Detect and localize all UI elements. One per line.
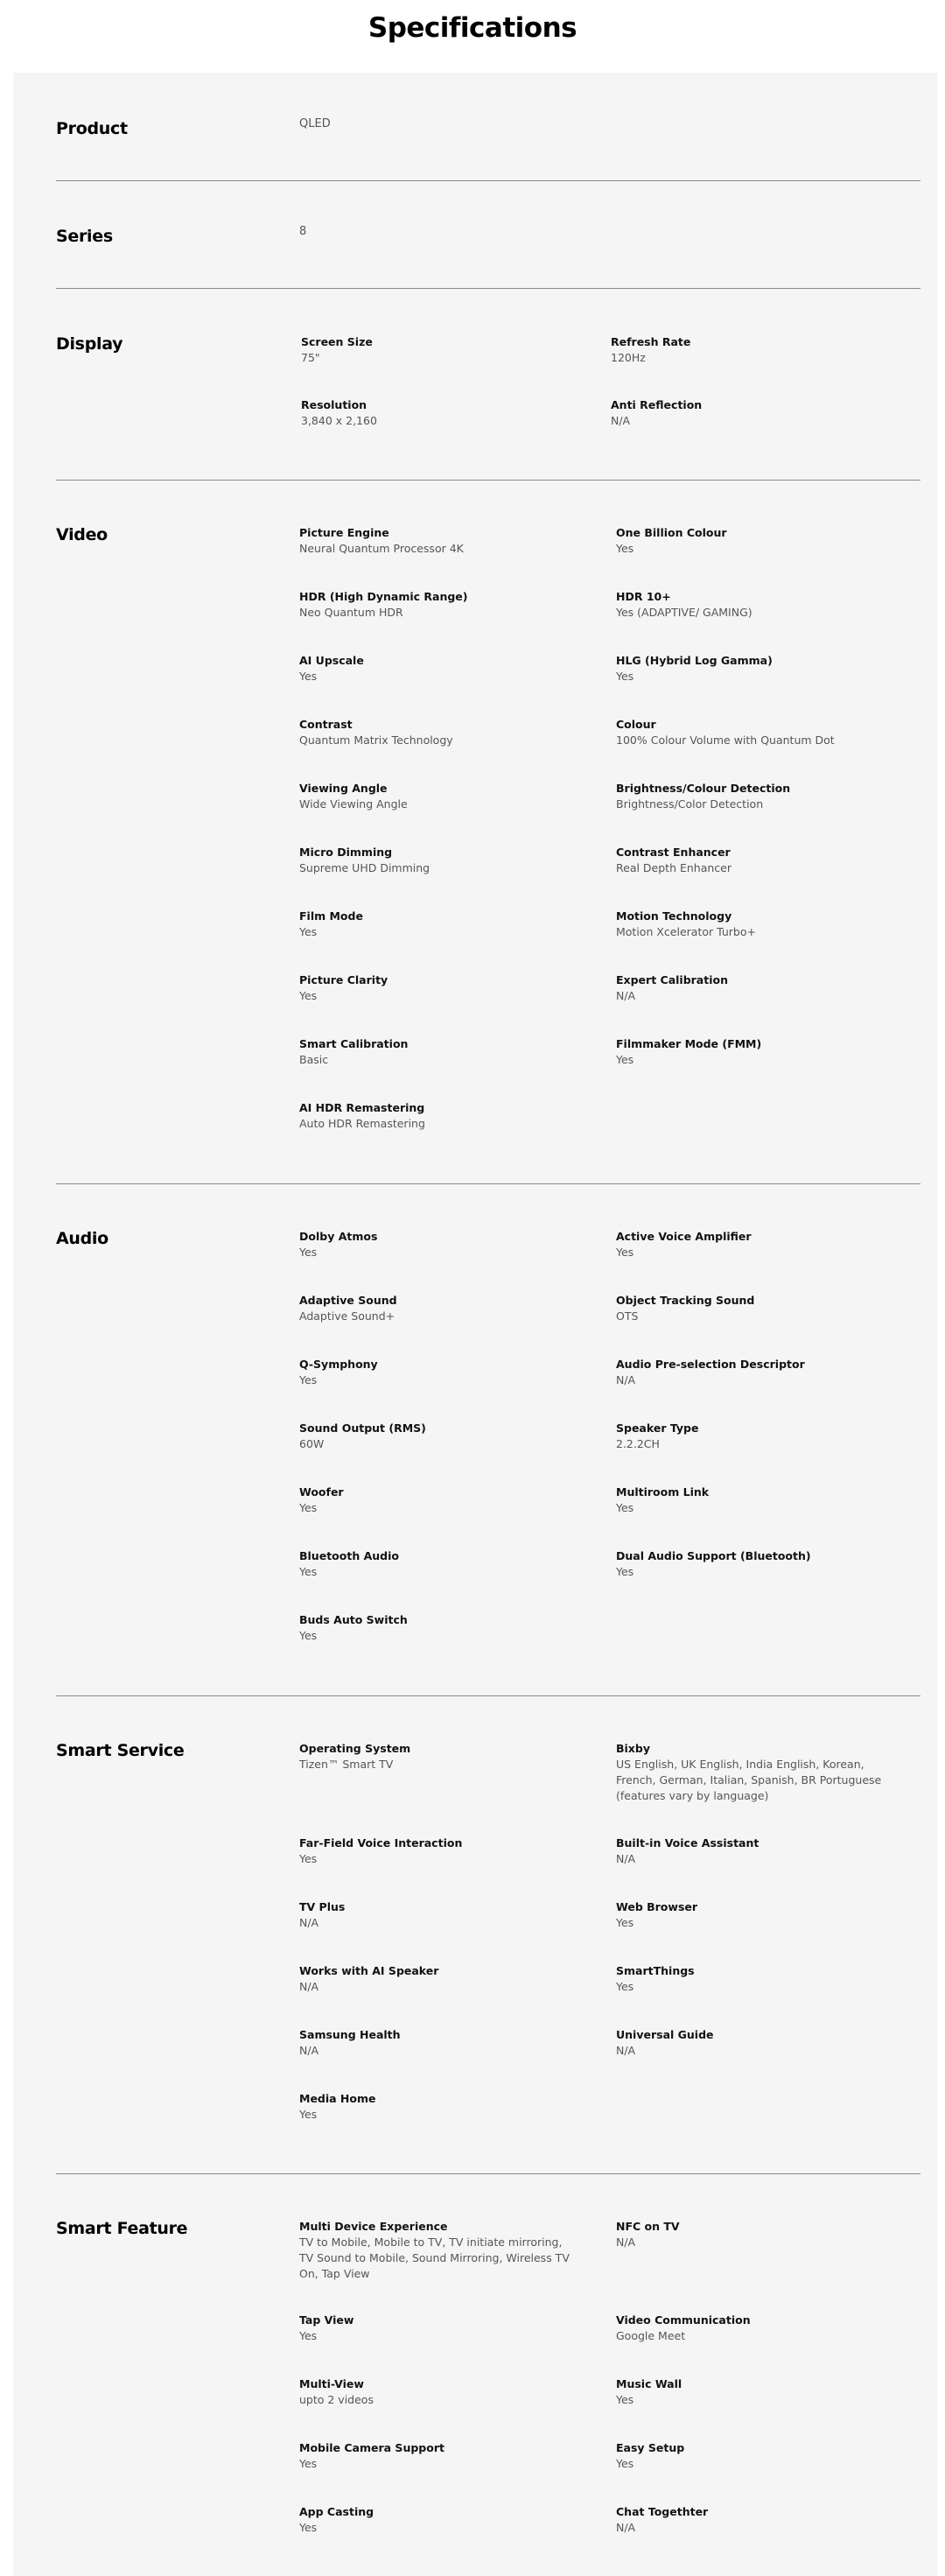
spec-anti-reflection xyxy=(611,397,891,429)
spec-item xyxy=(299,1293,579,1324)
section-title: Audio xyxy=(56,1229,108,1248)
spec-value: Yes xyxy=(616,670,634,683)
spec-value: 75" xyxy=(301,351,320,364)
spec-label: Web Browser xyxy=(616,1900,698,1913)
spec-item xyxy=(299,2091,579,2123)
spec-value: Yes xyxy=(299,2108,318,2121)
spec-value: Motion Xcelerator Turbo+ xyxy=(616,925,756,938)
spec-label: Easy Setup xyxy=(616,2441,685,2454)
spec-value: Yes xyxy=(616,1501,634,1514)
spec-item xyxy=(616,1963,896,1995)
spec-label: NFC on TV xyxy=(616,2220,680,2233)
spec-label: Colour xyxy=(616,718,656,731)
spec-value: TV to Mobile, Mobile to TV, TV initiate mirroring, TV Sound to Mobile, Sound Mirroring, Wireless TV On, Tap View xyxy=(299,2236,570,2280)
spec-item xyxy=(616,2027,896,2059)
spec-value: N/A xyxy=(616,2236,636,2249)
spec-item xyxy=(299,589,579,621)
spec-value: Yes xyxy=(299,989,318,1002)
spec-value: Neural Quantum Processor 4K xyxy=(299,542,464,555)
divider xyxy=(56,2173,920,2174)
spec-item xyxy=(616,1421,896,1452)
spec-value: 3,840 x 2,160 xyxy=(301,414,377,427)
spec-item xyxy=(616,1835,896,1867)
spec-item xyxy=(299,2027,579,2059)
spec-item xyxy=(299,1899,579,1931)
spec-value: 60W xyxy=(299,1437,325,1450)
spec-label: HDR 10+ xyxy=(616,590,671,603)
spec-item xyxy=(299,2376,579,2408)
spec-item xyxy=(616,845,896,876)
spec-label: Universal Guide xyxy=(616,2028,714,2041)
spec-label: Tap View xyxy=(299,2313,354,2327)
spec-label: Film Mode xyxy=(299,909,363,923)
spec-item xyxy=(616,781,896,812)
spec-label: Multi-View xyxy=(299,2377,364,2390)
spec-label: Picture Engine xyxy=(299,526,389,539)
spec-label: Buds Auto Switch xyxy=(299,1613,408,1626)
spec-item xyxy=(299,1835,579,1867)
spec-item xyxy=(299,1612,579,1644)
spec-label: Audio Pre-selection Descriptor xyxy=(616,1358,805,1371)
spec-label: Woofer xyxy=(299,1485,344,1499)
spec-label: Resolution xyxy=(301,398,368,411)
spec-label: Samsung Health xyxy=(299,2028,401,2041)
spec-label: One Billion Colour xyxy=(616,526,727,539)
spec-value: Supreme UHD Dimming xyxy=(299,861,430,874)
spec-value: Yes xyxy=(616,1980,634,1993)
spec-item xyxy=(616,909,896,940)
spec-value: Tizen™ Smart TV xyxy=(299,1758,394,1771)
spec-value: N/A xyxy=(299,1916,319,1929)
spec-item xyxy=(616,2313,896,2344)
spec-label: Sound Output (RMS) xyxy=(299,1421,426,1435)
spec-item xyxy=(299,1036,579,1068)
spec-label: Brightness/Colour Detection xyxy=(616,782,791,795)
spec-label: Picture Clarity xyxy=(299,973,388,986)
spec-value: Yes xyxy=(299,1373,318,1386)
spec-label: Built-in Voice Assistant xyxy=(616,1836,760,1850)
spec-value: Yes xyxy=(299,1501,318,1514)
spec-label: Chat Togethter xyxy=(616,2505,709,2518)
spec-label: Viewing Angle xyxy=(299,782,388,795)
spec-value: upto 2 videos xyxy=(299,2393,374,2406)
spec-label: TV Plus xyxy=(299,1900,346,1913)
spec-value: N/A xyxy=(611,414,631,427)
spec-item xyxy=(299,909,579,940)
spec-item xyxy=(616,1548,896,1580)
divider xyxy=(56,1695,920,1696)
spec-item xyxy=(616,1899,896,1931)
spec-item xyxy=(616,2376,896,2408)
spec-item xyxy=(616,525,896,557)
spec-label: Active Voice Amplifier xyxy=(616,1230,752,1243)
spec-value: N/A xyxy=(616,989,636,1002)
spec-label: Video Communication xyxy=(616,2313,751,2327)
section-title: Series xyxy=(56,227,113,246)
spec-label: Contrast Enhancer xyxy=(616,846,731,859)
spec-value: Google Meet xyxy=(616,2329,686,2342)
spec-value: N/A xyxy=(616,1373,636,1386)
spec-label: Refresh Rate xyxy=(611,335,691,348)
spec-label: Dual Audio Support (Bluetooth) xyxy=(616,1549,811,1562)
spec-resolution xyxy=(301,397,581,429)
spec-item xyxy=(616,2440,896,2472)
spec-item xyxy=(299,525,579,557)
divider xyxy=(56,1183,920,1184)
spec-value: QLED xyxy=(299,117,331,130)
spec-value: Real Depth Enhancer xyxy=(616,861,732,874)
spec-label: Filmmaker Mode (FMM) xyxy=(616,1037,762,1050)
spec-item xyxy=(299,653,579,684)
spec-value: Yes xyxy=(299,2457,318,2470)
spec-label: Expert Calibration xyxy=(616,973,728,986)
spec-label: Bluetooth Audio xyxy=(299,1549,399,1562)
spec-value: US English, UK English, India English, Korean, French, German, Italian, Spanish, BR Portuguese (features vary by language) xyxy=(616,1758,882,1802)
spec-item xyxy=(616,1741,896,1804)
spec-label: Micro Dimming xyxy=(299,846,393,859)
section-title: Smart Service xyxy=(56,1741,185,1760)
spec-label: Dolby Atmos xyxy=(299,1230,378,1243)
spec-label: Q-Symphony xyxy=(299,1358,378,1371)
spec-label: AI Upscale xyxy=(299,654,364,667)
divider xyxy=(56,480,920,481)
spec-label: Mobile Camera Support xyxy=(299,2441,444,2454)
spec-value: Yes xyxy=(299,1852,318,1865)
spec-value: 120Hz xyxy=(611,351,646,364)
spec-value: Wide Viewing Angle xyxy=(299,797,408,811)
spec-item xyxy=(616,1036,896,1068)
spec-value: N/A xyxy=(616,2521,636,2534)
spec-label: SmartThings xyxy=(616,1964,695,1977)
spec-label: Works with AI Speaker xyxy=(299,1964,439,1977)
spec-value: Yes xyxy=(616,1246,634,1259)
spec-item xyxy=(616,589,896,621)
spec-value: Yes xyxy=(299,2329,318,2342)
spec-value: Yes xyxy=(299,1246,318,1259)
spec-label: Music Wall xyxy=(616,2377,682,2390)
spec-item xyxy=(299,1548,579,1580)
spec-value: Yes xyxy=(616,542,634,555)
spec-value: Yes xyxy=(616,1916,634,1929)
spec-item xyxy=(299,1741,579,1772)
spec-item xyxy=(616,2219,896,2250)
spec-label: HLG (Hybrid Log Gamma) xyxy=(616,654,773,667)
spec-item xyxy=(299,972,579,1004)
spec-value: Yes xyxy=(616,2457,634,2470)
spec-value: Yes xyxy=(616,2393,634,2406)
spec-item xyxy=(299,1357,579,1388)
spec-label: Contrast xyxy=(299,718,353,731)
spec-value: Yes xyxy=(299,925,318,938)
divider xyxy=(56,288,920,289)
spec-value: Yes xyxy=(616,1565,634,1578)
spec-screen-size xyxy=(301,334,581,366)
spec-value: OTS xyxy=(616,1309,639,1323)
spec-item xyxy=(299,2504,579,2536)
spec-item xyxy=(299,2219,579,2282)
spec-item xyxy=(299,1485,579,1516)
spec-item xyxy=(616,2504,896,2536)
spec-item xyxy=(299,1963,579,1995)
spec-item xyxy=(299,2440,579,2472)
spec-label: Object Tracking Sound xyxy=(616,1294,755,1307)
spec-item xyxy=(299,845,579,876)
spec-item xyxy=(299,781,579,812)
spec-value: N/A xyxy=(299,2044,319,2057)
spec-item xyxy=(616,1229,896,1260)
spec-label: Adaptive Sound xyxy=(299,1294,397,1307)
spec-label: Smart Calibration xyxy=(299,1037,409,1050)
spec-label: Bixby xyxy=(616,1742,650,1755)
spec-item xyxy=(616,1293,896,1324)
spec-item xyxy=(616,653,896,684)
spec-item xyxy=(616,972,896,1004)
spec-label: Screen Size xyxy=(301,335,373,348)
spec-item xyxy=(299,1229,579,1260)
spec-value: 100% Colour Volume with Quantum Dot xyxy=(616,733,835,747)
spec-label: Anti Reflection xyxy=(611,398,703,411)
spec-value: Quantum Matrix Technology xyxy=(299,733,453,747)
spec-label: HDR (High Dynamic Range) xyxy=(299,590,468,603)
spec-value: N/A xyxy=(616,1852,636,1865)
spec-item xyxy=(299,2313,579,2344)
spec-value: Neo Quantum HDR xyxy=(299,606,403,619)
section-title: Display xyxy=(56,334,123,354)
divider xyxy=(56,180,920,181)
spec-value: N/A xyxy=(299,1980,319,1993)
spec-label: Motion Technology xyxy=(616,909,732,923)
spec-item xyxy=(616,1357,896,1388)
spec-value: 8 xyxy=(299,225,307,238)
spec-label: Operating System xyxy=(299,1742,411,1755)
spec-refresh-rate xyxy=(611,334,891,366)
spec-label: App Casting xyxy=(299,2505,374,2518)
spec-label: Speaker Type xyxy=(616,1421,699,1435)
specifications-panel xyxy=(13,73,937,2576)
spec-value: N/A xyxy=(616,2044,636,2057)
page-title: Specifications xyxy=(368,12,578,44)
spec-value: Basic xyxy=(299,1053,329,1066)
spec-value: Yes xyxy=(299,1565,318,1578)
section-title: Product xyxy=(56,119,128,138)
spec-value: Brightness/Color Detection xyxy=(616,797,764,811)
spec-label: AI HDR Remastering xyxy=(299,1101,425,1114)
spec-item xyxy=(616,1485,896,1516)
spec-value: Yes (ADAPTIVE/ GAMING) xyxy=(616,606,752,619)
spec-label: Media Home xyxy=(299,2092,376,2105)
spec-item xyxy=(299,1421,579,1452)
spec-value: 2.2.2CH xyxy=(616,1437,660,1450)
section-title: Video xyxy=(56,525,108,544)
section-title: Smart Feature xyxy=(56,2219,188,2238)
spec-value: Yes xyxy=(299,1629,318,1642)
spec-label: Multi Device Experience xyxy=(299,2220,448,2233)
spec-value: Adaptive Sound+ xyxy=(299,1309,396,1323)
spec-value: Yes xyxy=(299,670,318,683)
spec-label: Multiroom Link xyxy=(616,1485,710,1499)
spec-value: Yes xyxy=(299,2521,318,2534)
spec-label: Far-Field Voice Interaction xyxy=(299,1836,463,1850)
spec-value: Yes xyxy=(616,1053,634,1066)
spec-item xyxy=(299,1100,579,1132)
spec-item xyxy=(299,717,579,748)
spec-value: Auto HDR Remastering xyxy=(299,1117,425,1130)
spec-item xyxy=(616,717,896,748)
